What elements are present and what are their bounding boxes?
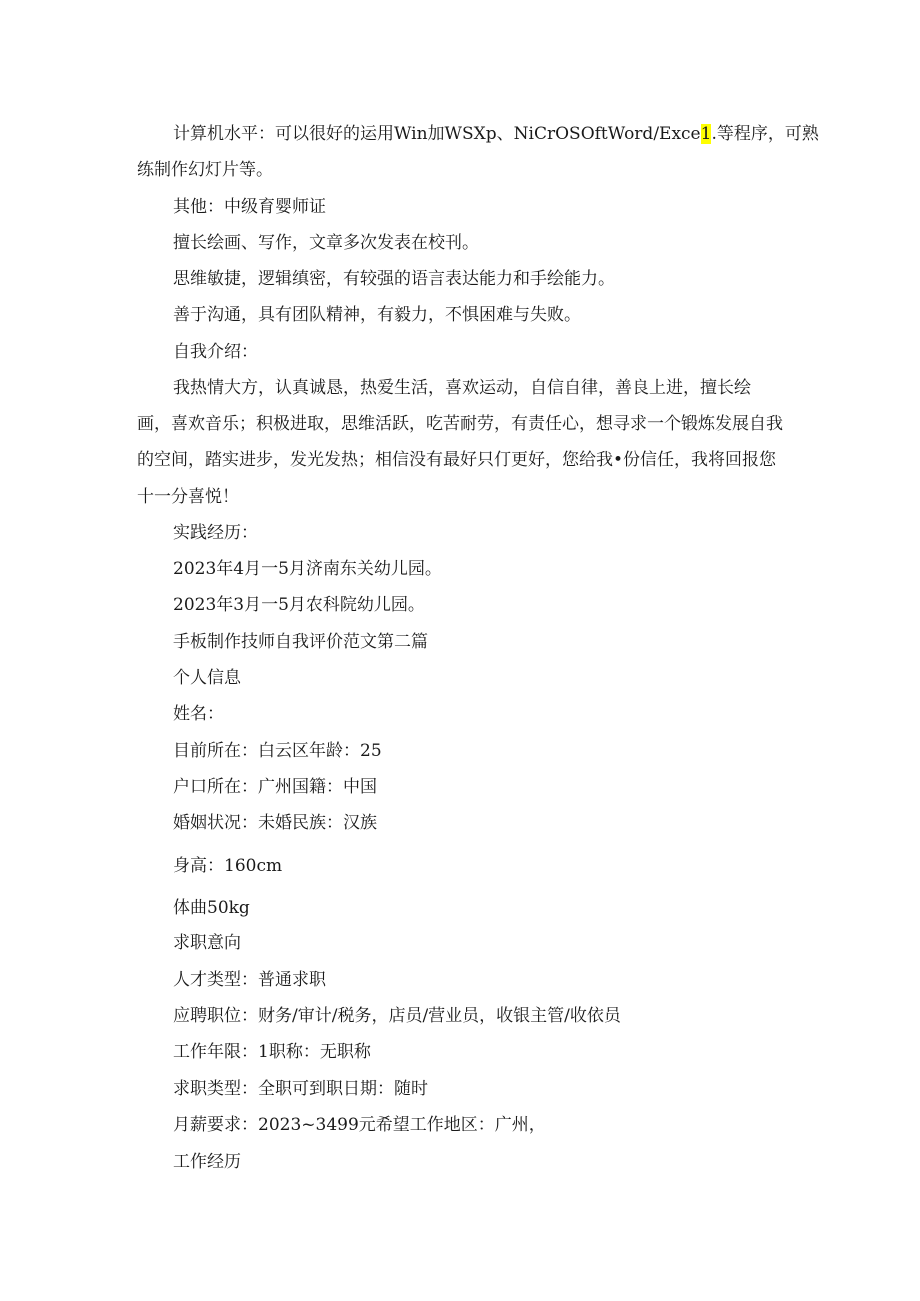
job-intent-heading: 求职意向 bbox=[173, 933, 241, 953]
job-type: 求职类型：全职可到职日期：随时 bbox=[173, 1079, 428, 1099]
marital-ethnic: 婚姻状况：未婚民族：汉族 bbox=[173, 813, 377, 833]
computer-skill-prefix: 计算机水平：可以很好的运用Win加WSXp、NiCrOSOftWord/Exce bbox=[173, 124, 701, 144]
height: 身高：160cm bbox=[173, 856, 283, 876]
computer-skill-continuation: 练制作幻灯片等。 bbox=[137, 160, 273, 180]
position: 应聘职位：财务/审计/税务，店员/营业员，收银主管/收依员 bbox=[173, 1006, 621, 1026]
practice-item: 2023年4月一5月济南东关幼儿园。 bbox=[173, 559, 442, 579]
location-age: 目前所在：白云区年龄：25 bbox=[173, 741, 382, 761]
section-title: 手板制作技师自我评价范文第二篇 bbox=[173, 632, 428, 652]
personal-info-heading: 个人信息 bbox=[173, 668, 241, 688]
strength-drawing-writing: 擅长绘画、写作，文章多次发表在校刊。 bbox=[173, 233, 479, 253]
salary-area: 月薪要求：2023~3499元希望工作地区：广州， bbox=[173, 1115, 546, 1135]
practice-item: 2023年3月一5月农科院幼儿园。 bbox=[173, 595, 425, 615]
name-label: 姓名： bbox=[173, 704, 224, 724]
practice-heading: 实践经历： bbox=[173, 523, 258, 543]
self-intro-line: 我热情大方，认真诚恳，热爱生活，喜欢运动，自信自律，善良上进，擅长绘 bbox=[173, 378, 751, 398]
strength-communication: 善于沟通，具有团队精神，有毅力，不惧困难与失败。 bbox=[173, 305, 581, 325]
self-intro-line: 十一分喜悦！ bbox=[137, 487, 239, 507]
self-intro-heading: 自我介绍： bbox=[173, 342, 258, 362]
hukou-nationality: 户口所在：广州国籍：中国 bbox=[173, 777, 377, 797]
weight: 体曲50kg bbox=[173, 898, 250, 918]
computer-skill-line bbox=[173, 123, 819, 145]
computer-skill-suffix: .等程序，可熟 bbox=[711, 124, 819, 144]
highlighted-text: 1 bbox=[700, 124, 712, 144]
self-intro-line: 画，喜欢音乐；积极进取，思维活跃，吃苦耐劳，有责任心，想寻求一个锻炼发展自我 bbox=[137, 414, 783, 434]
other-cert: 其他：中级育婴师证 bbox=[173, 197, 326, 217]
talent-type: 人才类型：普通求职 bbox=[173, 970, 326, 990]
work-history-heading: 工作经历 bbox=[173, 1152, 241, 1172]
self-intro-line: 的空间，踏实进步，发光发热；相信没有最好只仃更好，您给我•份信任，我将回报您 bbox=[137, 450, 777, 470]
strength-thinking: 思维敏捷，逻辑缜密，有较强的语言表达能力和手绘能力。 bbox=[173, 269, 615, 289]
years-title: 工作年限：1职称：无职称 bbox=[173, 1042, 371, 1062]
